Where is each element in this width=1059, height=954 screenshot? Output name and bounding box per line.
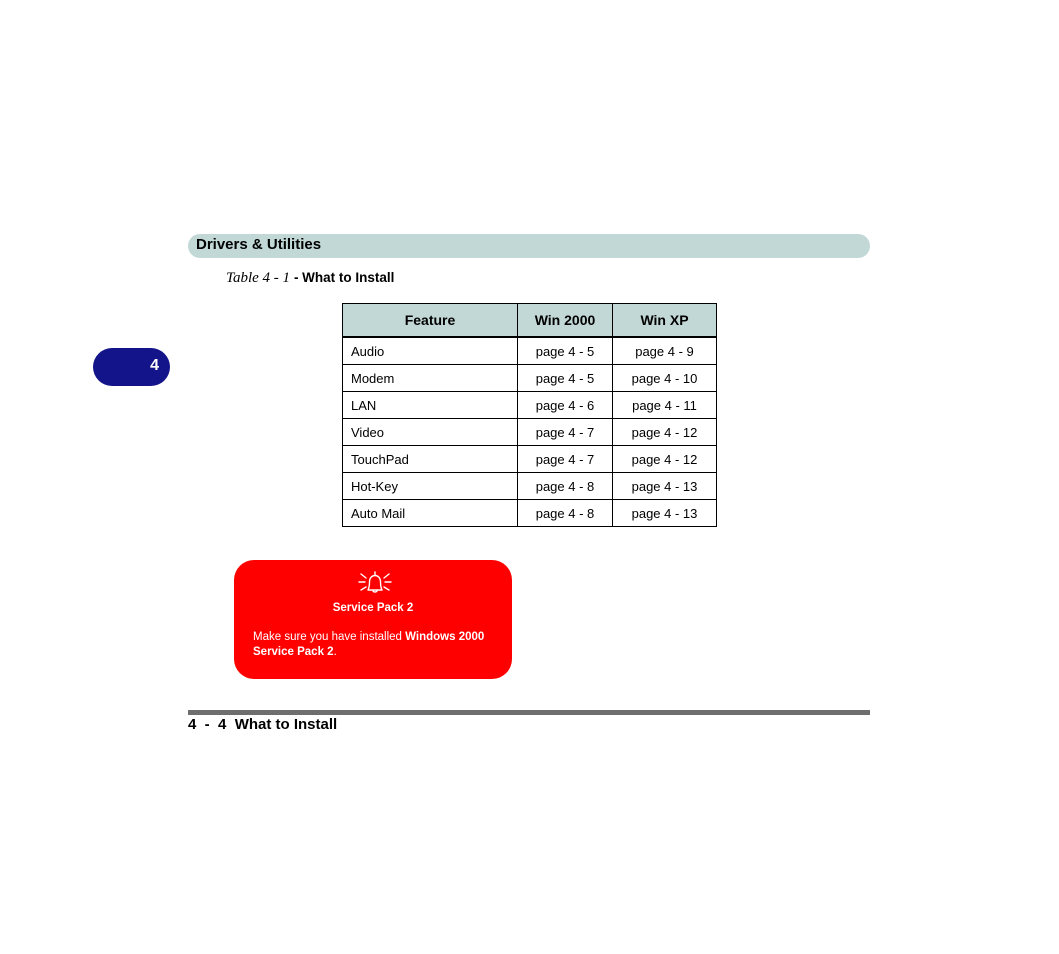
feature-cell: TouchPad: [343, 446, 518, 473]
what-to-install-table: [342, 303, 717, 527]
win2000-page-cell: page 4 - 7: [518, 446, 613, 473]
chapter-number: 4: [150, 357, 159, 374]
footer-section-title: What to Install: [234, 716, 338, 733]
page-footer: [188, 716, 337, 734]
feature-cell: Auto Mail: [343, 500, 518, 527]
winxp-page-cell: page 4 - 9: [613, 337, 717, 365]
feature-cell: LAN: [343, 392, 518, 419]
header-bar: [188, 234, 870, 258]
note-text-end: .: [333, 646, 337, 658]
win2000-page-cell: page 4 - 5: [518, 337, 613, 365]
winxp-page-cell: page 4 - 13: [613, 500, 717, 527]
note-title: Service Pack 2: [332, 602, 414, 614]
winxp-page-cell: page 4 - 12: [613, 446, 717, 473]
table-row: [343, 446, 717, 473]
table-row: [343, 337, 717, 365]
footer-rule: [188, 710, 870, 715]
win2000-page-cell: page 4 - 6: [518, 392, 613, 419]
column-header-win2000: Win 2000: [518, 304, 613, 338]
table-row: [343, 365, 717, 392]
feature-cell: Modem: [343, 365, 518, 392]
feature-cell: Hot-Key: [343, 473, 518, 500]
page-number: 4 - 4: [188, 716, 227, 733]
win2000-page-cell: page 4 - 8: [518, 500, 613, 527]
feature-cell: Audio: [343, 337, 518, 365]
winxp-page-cell: page 4 - 13: [613, 473, 717, 500]
service-pack-note: [234, 560, 512, 679]
table-row: [343, 419, 717, 446]
note-text-bold: Windows 2000 Service Pack 2: [253, 631, 485, 658]
feature-cell: Video: [343, 419, 518, 446]
table-header-row: [343, 304, 717, 338]
winxp-page-cell: page 4 - 12: [613, 419, 717, 446]
table-row: [343, 392, 717, 419]
header-title: Drivers & Utilities: [196, 236, 322, 253]
win2000-page-cell: page 4 - 8: [518, 473, 613, 500]
table-caption: [226, 268, 394, 287]
winxp-page-cell: page 4 - 11: [613, 392, 717, 419]
table-row: [343, 500, 717, 527]
note-text: [253, 630, 503, 660]
column-header-feature: Feature: [343, 304, 518, 338]
table-caption-number: Table 4 - 1: [226, 270, 291, 286]
table-caption-title: - What to Install: [293, 270, 395, 285]
winxp-page-cell: page 4 - 10: [613, 365, 717, 392]
table-row: [343, 473, 717, 500]
alarm-bell-icon: [357, 569, 393, 597]
win2000-page-cell: page 4 - 5: [518, 365, 613, 392]
column-header-winxp: Win XP: [613, 304, 717, 338]
chapter-tab[interactable]: [93, 348, 170, 386]
win2000-page-cell: page 4 - 7: [518, 419, 613, 446]
note-text-start: Make sure you have installed: [253, 631, 406, 643]
